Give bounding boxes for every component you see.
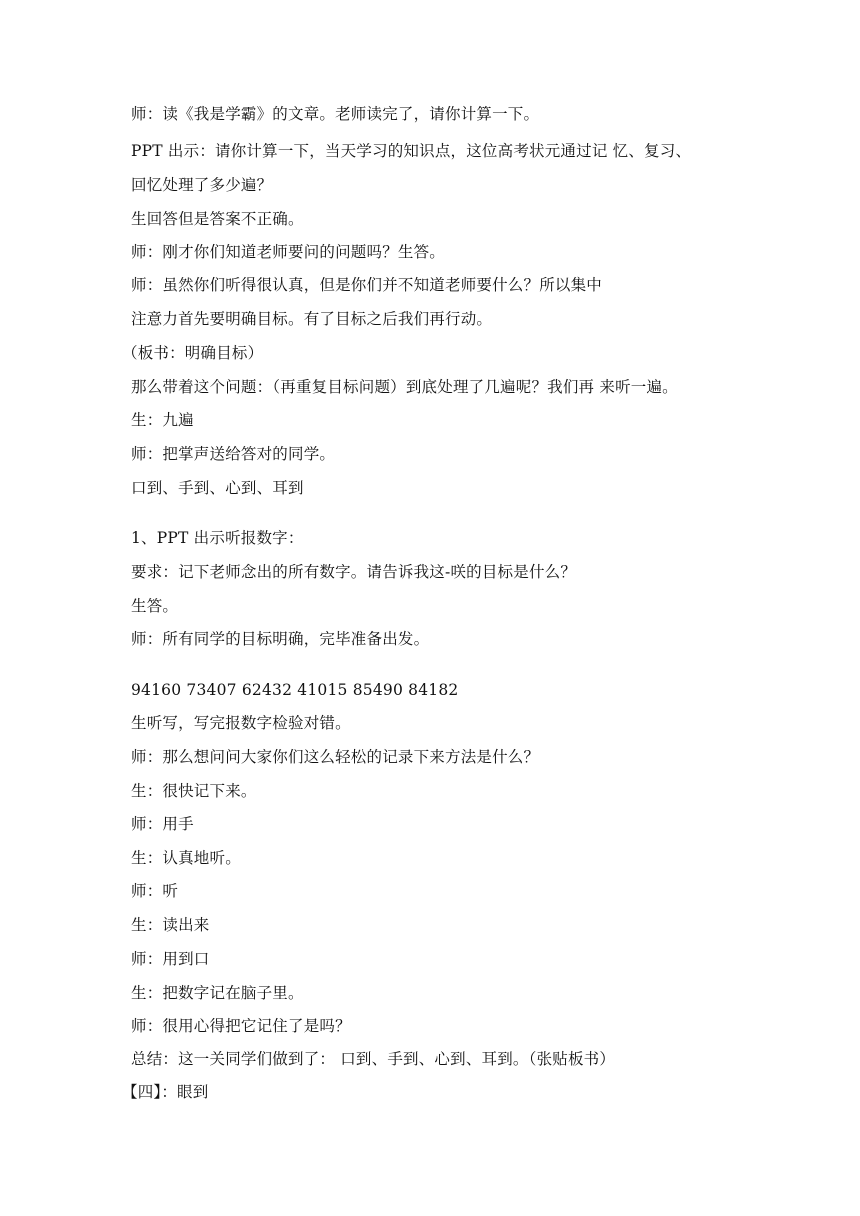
text-line: 师：把掌声送给答对的同学。 [131, 445, 336, 463]
text-line: 那么带着这个问题：（再重复目标问题）到底处理了几遍呢？我们再 来听一遍。 [131, 378, 678, 396]
text-line: PPT 出示：请你计算一下，当天学习的知识点，这位高考状元通过记 忆、复习、 [131, 142, 692, 160]
text-line: 要求：记下老师念出的所有数字。请告诉我这-咲的目标是什么？ [131, 563, 577, 581]
text-line: 师：用手 [131, 815, 194, 833]
text-line: 生：九遍 [131, 411, 194, 429]
text-line: 生：很快记下来。 [131, 782, 257, 800]
text-line: 生听写，写完报数字检验对错。 [131, 714, 351, 732]
text-line: 师：读《我是学霸》的文章。老师读完了，请你计算一下。 [131, 105, 540, 123]
text-line: 生答。 [131, 597, 179, 615]
text-line: 回忆处理了多少遍？ [131, 176, 273, 194]
text-line: 生回答但是答案不正确。 [131, 210, 304, 228]
text-line: 师：虽然你们听得很认真，但是你们并不知道老师要什么？所以集中 [131, 276, 603, 294]
text-line: 口到、手到、心到、耳到 [131, 479, 304, 497]
text-line: 师：很用心得把它记住了是吗？ [131, 1017, 351, 1035]
section-heading: 1、PPT 出示听报数字： [131, 529, 304, 547]
text-line: 师：那么想问问大家你们这么轻松的记录下来方法是什么？ [131, 748, 540, 766]
text-line: 师：用到口 [131, 950, 210, 968]
text-line: 生：认真地听。 [131, 849, 241, 867]
text-line: 师：所有同学的目标明确，完毕准备出发。 [131, 630, 430, 648]
text-line: 生：读出来 [131, 916, 210, 934]
section-heading: 【四】：眼到 [122, 1083, 209, 1101]
text-line: 师：刚才你们知道老师要问的问题吗？生答。 [131, 243, 446, 261]
text-line: 注意力首先要明确目标。有了目标之后我们再行动。 [131, 310, 493, 328]
board-note: （板书：明确目标） [122, 344, 264, 362]
number-sequence: 94160 73407 62432 41015 85490 84182 [131, 681, 459, 699]
text-line: 生：把数字记在脑子里。 [131, 984, 304, 1002]
text-line: 师：听 [131, 882, 179, 900]
summary-line: 总结：这一关同学们做到了： 口到、手到、心到、耳到。（张贴板书） [131, 1050, 616, 1068]
